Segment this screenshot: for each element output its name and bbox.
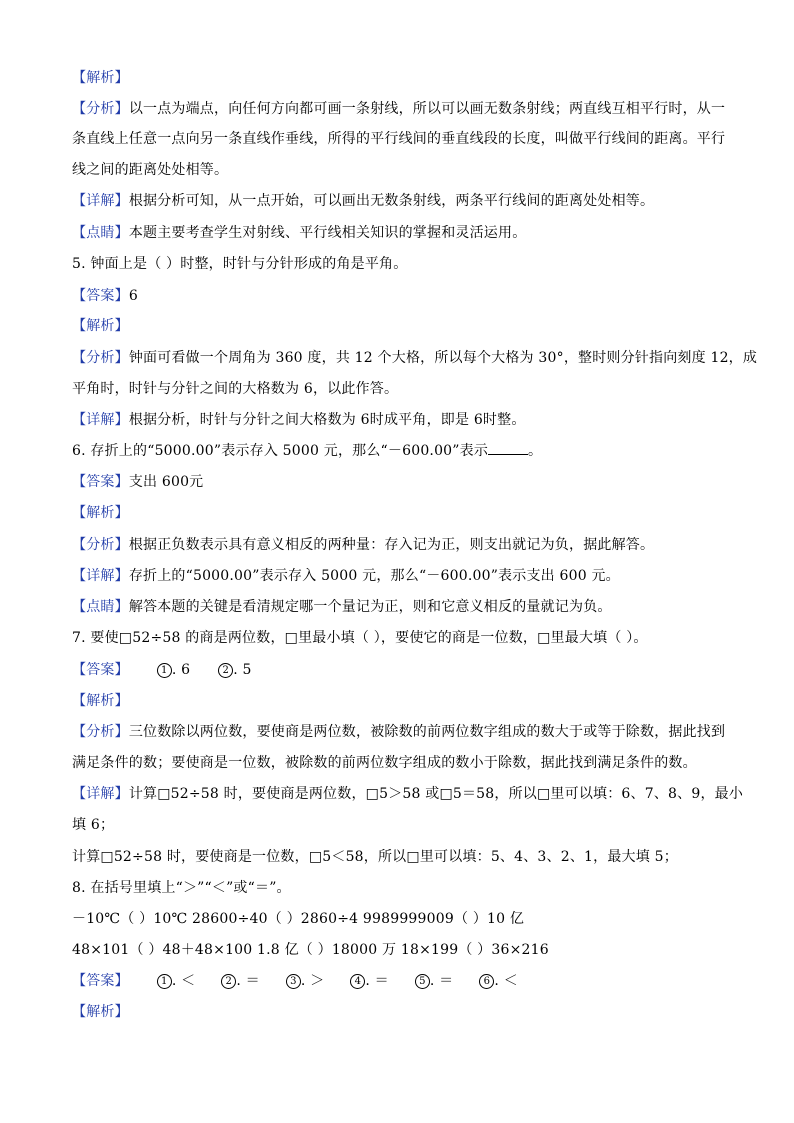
line-xiangjie-5: [72, 410, 732, 430]
tag-label: 【点睛】: [72, 599, 129, 615]
answer-value: . 5: [233, 662, 252, 678]
line-text: 根据正负数表示具有意义相反的两种量：存入记为正，则支出就记为负，据此解答。: [128, 537, 655, 553]
answer-value: . ＞: [300, 973, 325, 989]
answer-value: . ＝: [236, 973, 260, 989]
tag-label: 【详解】: [72, 786, 129, 802]
answer-number: 2: [218, 663, 233, 678]
tag-label: 【分析】: [72, 724, 129, 740]
line-text: 平角时，时针与分针之间的大格数为 6，以此作答。: [72, 381, 399, 397]
line-6: [72, 223, 732, 243]
answer-number: 6: [479, 974, 494, 989]
answer-value: . ＝: [365, 973, 389, 989]
line-text: 根据分析，时针与分针之间大格数为 6时成平角，即是 6时整。: [128, 412, 526, 428]
answer-text: 6: [128, 288, 138, 304]
line-fenxi-5b: [72, 379, 732, 399]
line-xiangjie-7c: [72, 847, 732, 867]
answer-number: 3: [286, 974, 301, 989]
tag-label: 【点睛】: [72, 225, 129, 241]
comparison-row: －10℃（ ）10℃ 28600÷40（ ）2860÷4 9989999009（ ）10 亿: [72, 911, 525, 927]
line-text: 本题主要考查学生对射线、平行线相关知识的掌握和灵活运用。: [128, 225, 527, 241]
answer-value: . ＜: [494, 973, 518, 989]
answer-value: . ＝: [429, 973, 454, 989]
line-text: 根据分析可知，从一点开始，可以画出无数条射线，两条平行线间的距离处处相等。: [128, 193, 655, 209]
line-text: 条直线上任意一点向另一条直线作垂线，所得的平行线间的垂直线段的长度，叫做平行线间的距离。平行: [72, 131, 726, 147]
line-text: 计算□52÷58 时，要使商是一位数，□5＜58，所以□里可以填：5、4、3、2、1，最大填 5；: [72, 849, 678, 865]
question-6: [72, 441, 732, 461]
line-analysis-5: [72, 316, 732, 336]
line-fenxi-7b: [72, 753, 732, 773]
tag-label: 【答案】: [72, 288, 129, 304]
line-xiangjie-7b: [72, 815, 732, 835]
line-text: 计算□52÷58 时，要使商是两位数，□5＞58 或□5＝58，所以□里可以填：6、7、8、9，最小: [128, 786, 744, 802]
comparison-row: 48×101（ ）48＋48×100 1.8 亿（ ）18000 万 18×199（ ）36×216: [72, 942, 549, 958]
line-analysis-7: [72, 691, 732, 711]
line-answer-8: [72, 971, 732, 991]
answer-number: 1: [157, 974, 172, 989]
question-8-row-1: [72, 909, 732, 929]
question-suffix: 。: [528, 443, 543, 459]
line-fenxi-6: [72, 535, 732, 555]
tag-label: 【解析】: [72, 318, 129, 334]
line-3: [72, 129, 732, 149]
line-text: 三位数除以两位数，要使商是两位数，被除数的前两位数字组成的数大于或等于除数，据此找到: [128, 724, 726, 740]
line-analysis-8: [72, 1002, 732, 1022]
line-5: [72, 191, 732, 211]
tag-label: 【分析】: [72, 537, 129, 553]
answer-blank: [488, 442, 528, 455]
tag-label: 【详解】: [72, 412, 129, 428]
line-text: 填 6；: [72, 817, 115, 833]
line-text: 解答本题的关键是看清规定哪一个量记为正，则和它意义相反的量就记为负。: [128, 599, 612, 615]
tag-label: 【分析】: [72, 101, 129, 117]
tag-label: 【解析】: [72, 505, 129, 521]
line-1: [72, 68, 732, 88]
question-text: 8. 在括号里填上“＞”“＜”或“＝”。: [72, 880, 291, 896]
line-analysis-6: [72, 503, 732, 523]
tag-label: 【答案】: [72, 973, 129, 989]
line-text: 满足条件的数；要使商是一位数，被除数的前两位数字组成的数小于除数，据此找到满足条件的数。: [72, 755, 697, 771]
line-answer-7: [72, 660, 732, 680]
question-8-row-2: [72, 940, 732, 960]
line-text: 钟面可看做一个周角为 360 度，共 12 个大格，所以每个大格为 30°，整时则分针指向刻度 12，成: [128, 350, 758, 366]
question-text: 6. 存折上的“5000.00”表示存入 5000 元，那么“－600.00”表示: [72, 443, 489, 459]
tag-label: 【答案】: [72, 474, 129, 490]
tag-label: 【分析】: [72, 350, 129, 366]
line-xiangjie-6: [72, 566, 732, 586]
tag-label: 【解析】: [72, 70, 129, 86]
line-fenxi-7a: [72, 722, 732, 742]
tag-label: 【详解】: [72, 193, 129, 209]
question-5: [72, 254, 732, 274]
line-xiangjie-7a: [72, 784, 744, 804]
line-answer-5: [72, 286, 732, 306]
question-8: [72, 878, 732, 898]
tag-label: 【答案】: [72, 662, 129, 678]
answer-number: 5: [415, 974, 430, 989]
line-text: 以一点为端点，向任何方向都可画一条射线，所以可以画无数条射线；两直线互相平行时，从一: [128, 101, 726, 117]
line-text: 线之间的距离处处相等。: [72, 162, 229, 178]
line-text: 存折上的“5000.00”表示存入 5000 元，那么“－600.00”表示支出 600 元。: [128, 568, 620, 584]
tag-label: 【解析】: [72, 1004, 129, 1020]
line-dianjing-6: [72, 597, 732, 617]
question-text: 5. 钟面上是（ ）时整，时针与分针形成的角是平角。: [72, 256, 408, 272]
line-4: [72, 160, 732, 180]
question-text: 7. 要使□52÷58 的商是两位数，□里最小填（ ），要使它的商是一位数，□里最大填（ ）。: [72, 630, 648, 646]
line-answer-6: [72, 472, 732, 492]
answer-number: 2: [221, 974, 236, 989]
question-7: [72, 628, 732, 648]
answer-value: . 6: [171, 662, 191, 678]
line-2: [72, 99, 732, 119]
answer-text: 支出 600元: [128, 474, 204, 490]
answer-number: 1: [157, 663, 172, 678]
tag-label: 【详解】: [72, 568, 129, 584]
line-fenxi-5a: [72, 348, 758, 368]
answer-value: . ＜: [171, 973, 196, 989]
answer-number: 4: [350, 974, 365, 989]
tag-label: 【解析】: [72, 693, 129, 709]
